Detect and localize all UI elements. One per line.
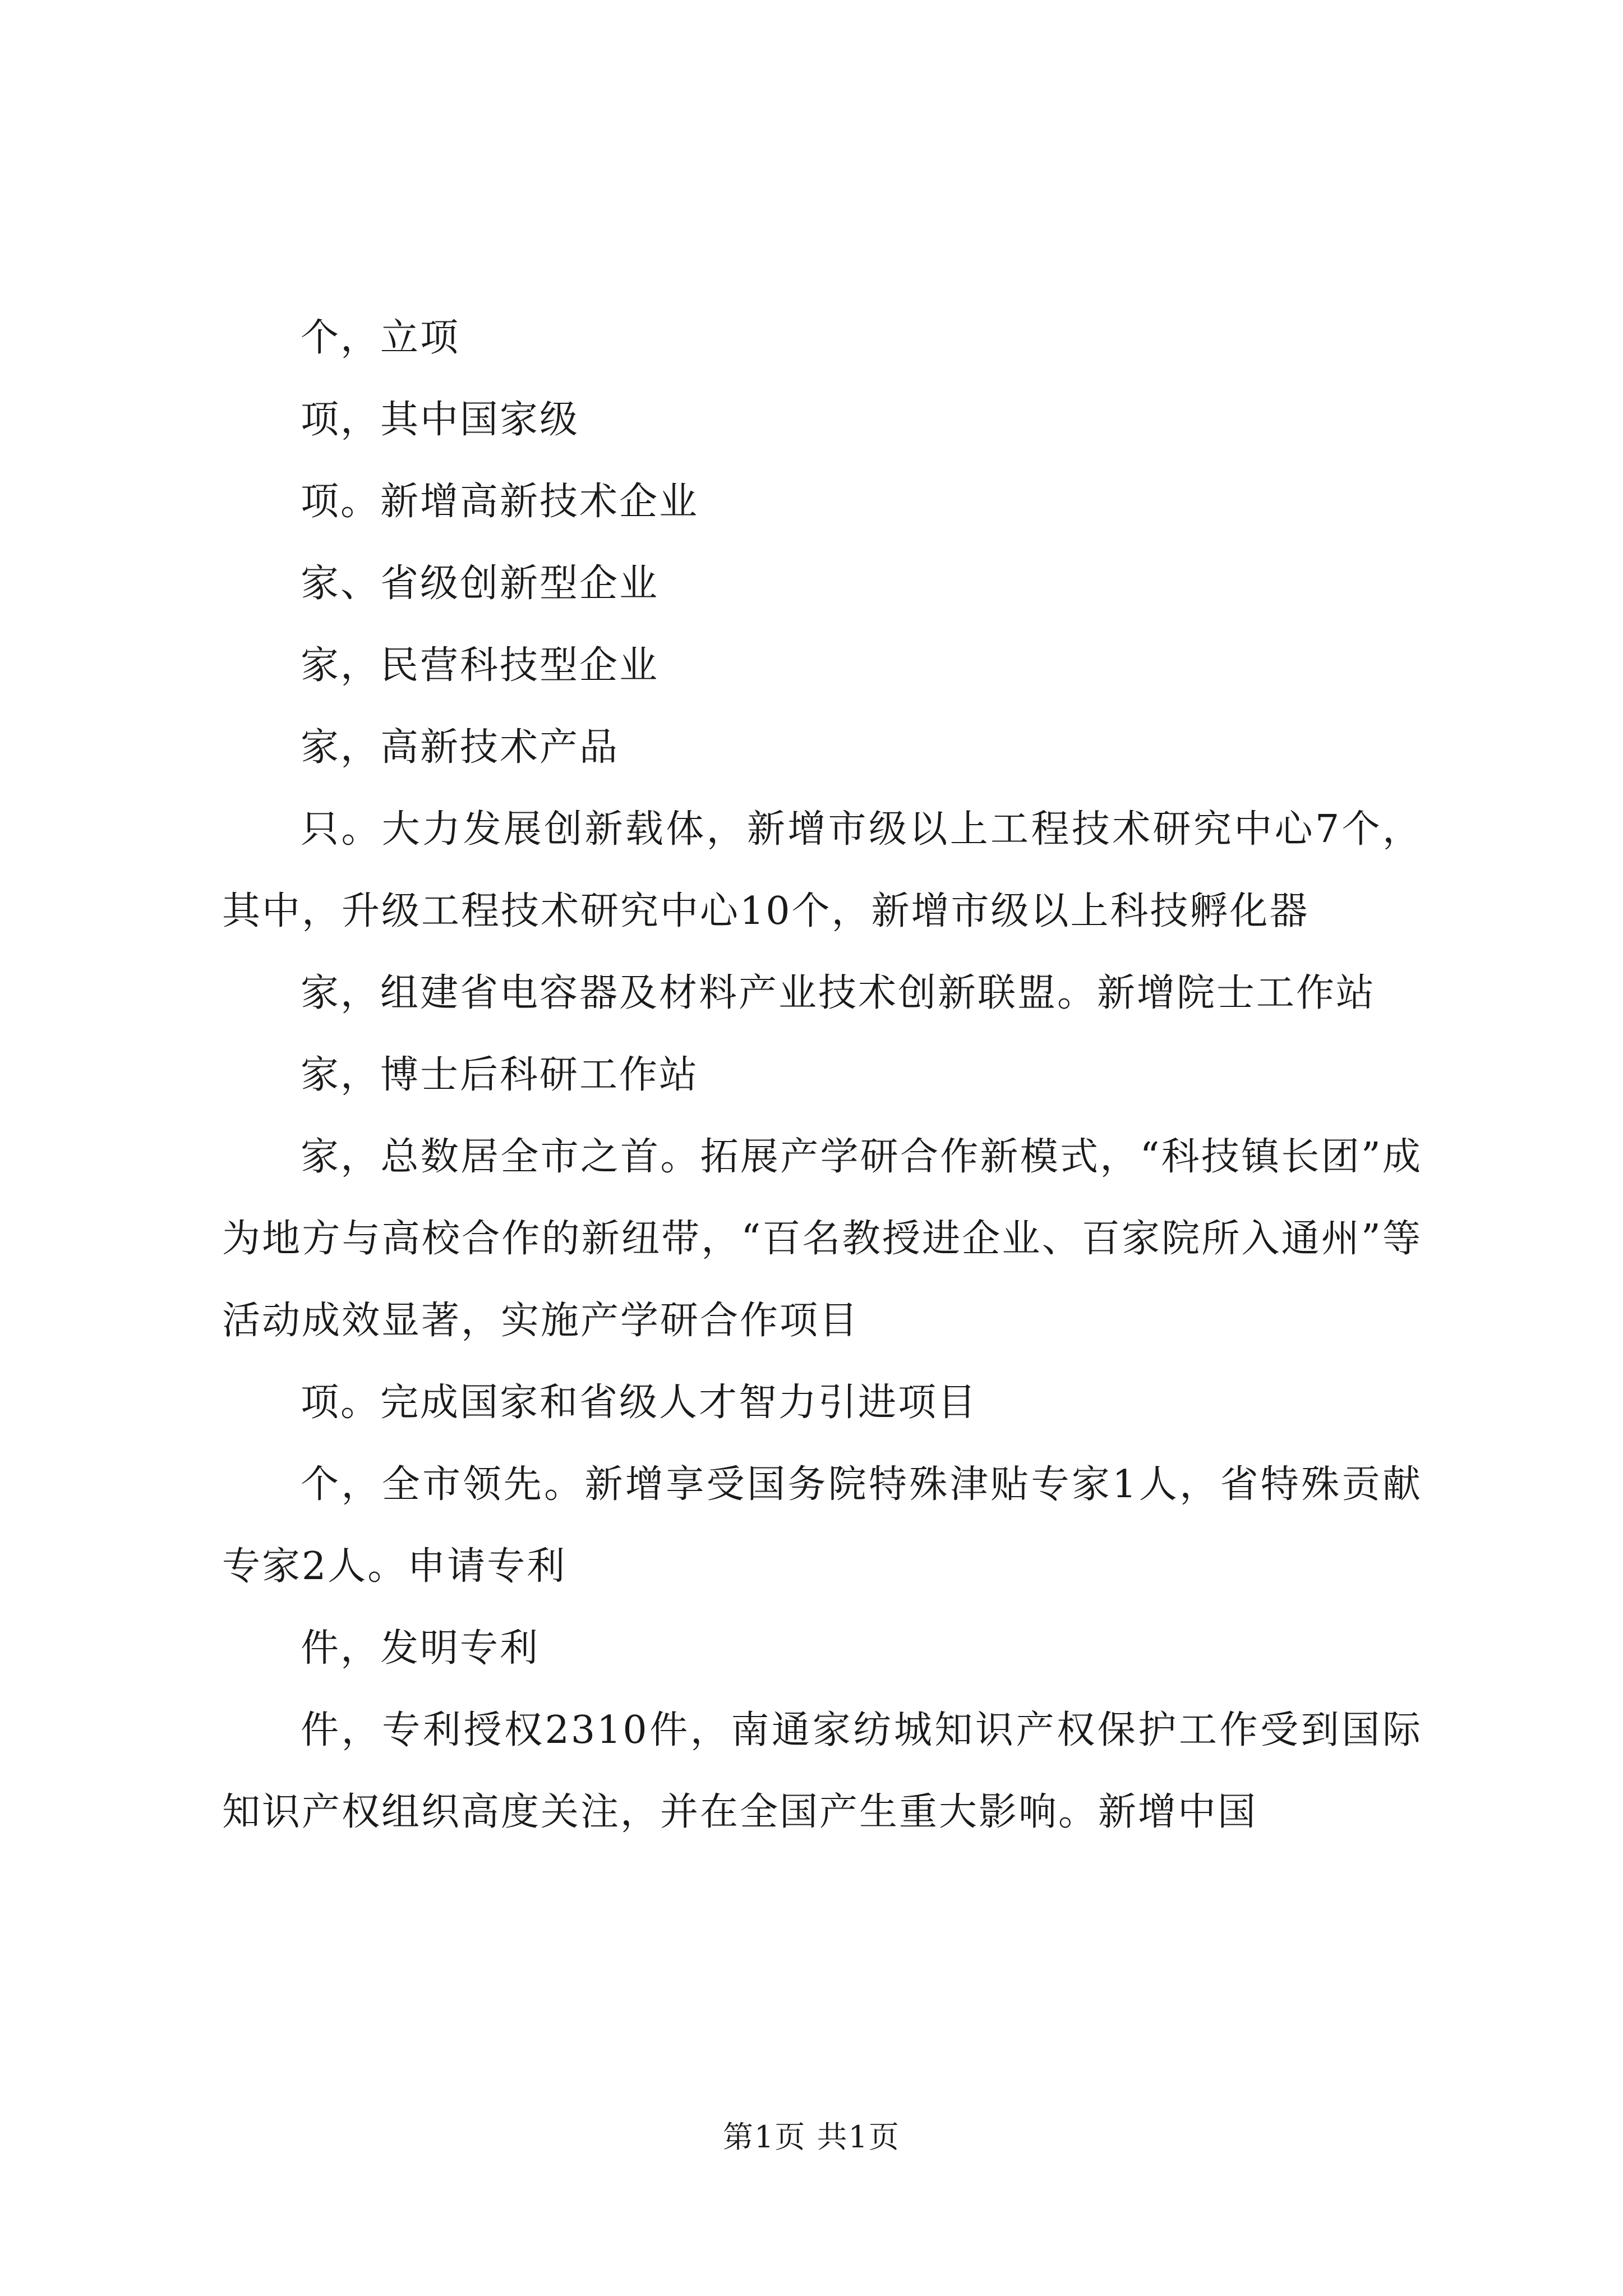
page-number-label: 第1页 共1页	[723, 2119, 900, 2155]
paragraph: 项。完成国家和省级人才智力引进项目	[301, 1381, 978, 1425]
paragraph: 家，高新技术产品	[301, 725, 620, 770]
paragraph: 家，组建省电容器及材料产业技术创新联盟。新增院士工作站	[301, 971, 1376, 1015]
paragraph: 家，博士后科研工作站	[301, 1053, 699, 1097]
paragraph: 家，民营科技型企业	[301, 643, 660, 688]
paragraph: 个，全市领先。新增享受国务院特殊津贴专家1人，省特殊贡献专家2人。申请专利	[222, 1462, 1423, 1589]
paragraph: 项。新增高新技术企业	[301, 480, 699, 524]
paragraph: 家、省级创新型企业	[301, 562, 660, 606]
paragraph: 只。大力发展创新载体，新增市级以上工程技术研究中心7个，其中，升级工程技术研究中心10个，新增市级以上科技孵化器	[222, 807, 1422, 933]
paragraph: 项，其中国家级	[301, 398, 580, 442]
paragraph: 件，专利授权2310件，南通家纺城知识产权保护工作受到国际知识产权组织高度关注，并在全国产生重大影响。新增中国	[222, 1708, 1422, 1834]
document-body	[222, 297, 1422, 1853]
paragraph: 家，总数居全市之首。拓展产学研合作新模式，“科技镇长团”成为地方与高校合作的新纽带，“百名教授进企业、百家院所入通州”等活动成效显著，实施产学研合作项目	[222, 1135, 1422, 1343]
paragraph: 件，发明专利	[301, 1626, 540, 1671]
page-footer	[0, 2115, 1623, 2160]
paragraph: 个，立项	[301, 316, 460, 360]
